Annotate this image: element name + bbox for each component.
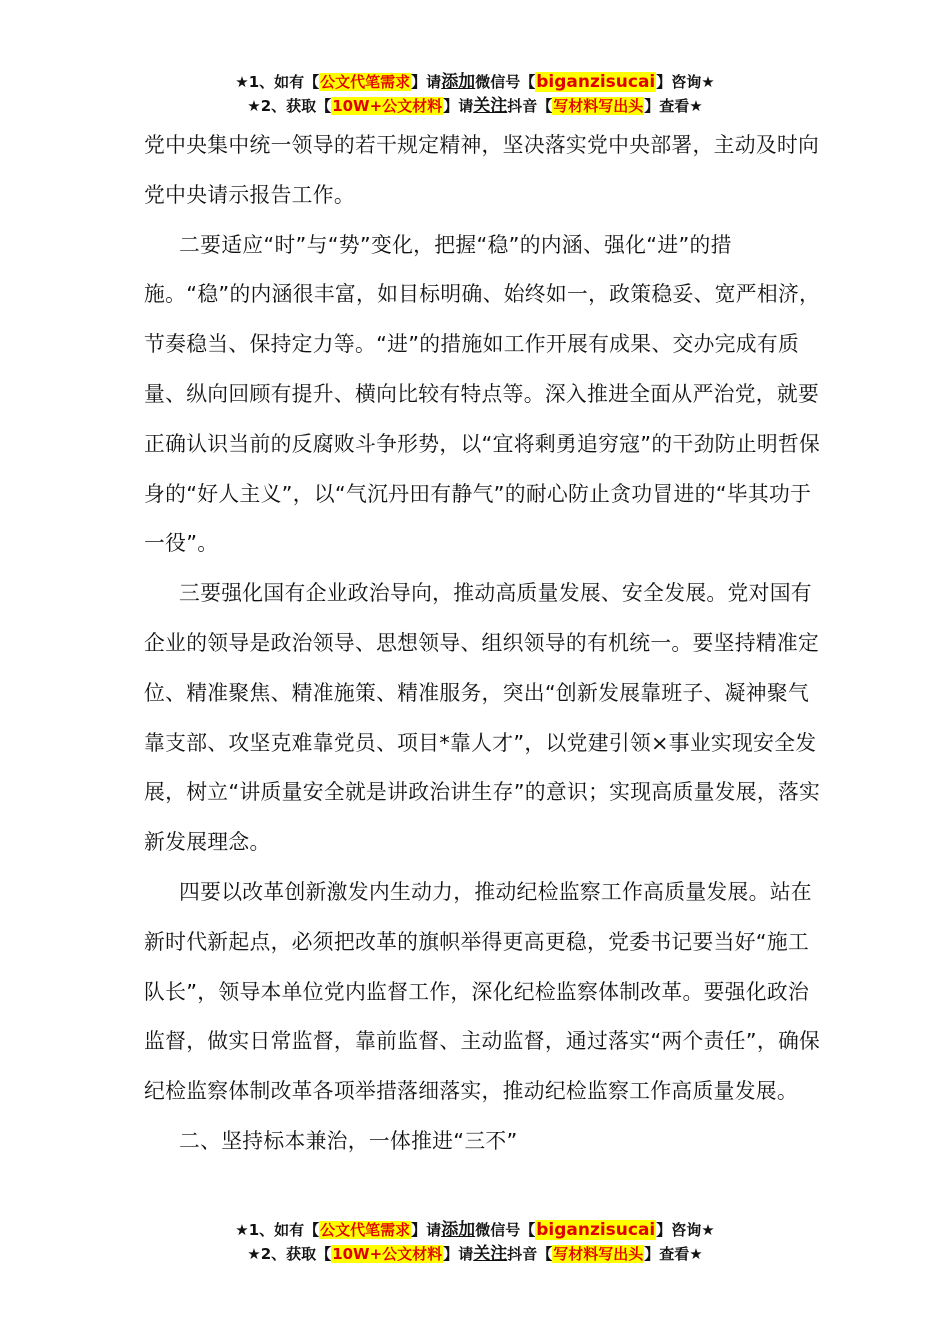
promo-text: ★2、获取【 bbox=[247, 97, 332, 115]
promo-footer bbox=[0, 1218, 950, 1266]
promo-text: 】查看★ bbox=[644, 1245, 703, 1263]
promo-underline-follow: 关注 bbox=[473, 1244, 508, 1264]
promo-highlight-douyin: 写材料写出头 bbox=[553, 1245, 644, 1263]
promo-underline-add: 添加 bbox=[441, 1220, 476, 1240]
promo-text: 】咨询★ bbox=[656, 1221, 715, 1239]
promo-highlight-douyin: 写材料写出头 bbox=[553, 97, 644, 115]
promo-highlight-wechat-id: biganzisucai bbox=[536, 1220, 656, 1240]
promo-text: ★1、如有【 bbox=[235, 73, 320, 91]
promo-text: 抖音【 bbox=[507, 97, 553, 115]
promo-text: 】请 bbox=[411, 1221, 442, 1239]
document-body bbox=[144, 121, 824, 1167]
promo-highlight-materials: 10W+公文材料 bbox=[332, 1245, 443, 1263]
promo-highlight-service: 公文代笔需求 bbox=[320, 73, 411, 91]
promo-highlight-materials: 10W+公文材料 bbox=[332, 97, 443, 115]
promo-text: 】请 bbox=[411, 73, 442, 91]
promo-text: 】请 bbox=[443, 1245, 474, 1263]
promo-line-1 bbox=[0, 70, 950, 94]
promo-header bbox=[0, 70, 950, 118]
promo-text: 微信号【 bbox=[475, 73, 536, 91]
promo-line-2 bbox=[0, 1242, 950, 1266]
promo-text: 】查看★ bbox=[644, 97, 703, 115]
promo-highlight-wechat-id: biganzisucai bbox=[536, 72, 656, 92]
section-heading: 二、坚持标本兼治，一体推进“三不” bbox=[179, 1128, 518, 1153]
promo-text: 】请 bbox=[443, 97, 474, 115]
promo-line-2 bbox=[0, 94, 950, 118]
promo-text: 微信号【 bbox=[475, 1221, 536, 1239]
promo-highlight-service: 公文代笔需求 bbox=[320, 1221, 411, 1239]
paragraph-point-two: 二要适应“时”与“势”变化，把握“稳”的内涵、强化“进”的措施。“稳”的内涵很丰富，如目标明确、始终如一，政策稳妥、宽严相济，节奏稳当、保持定力等。“进”的措施如工作开展有成果、交办完成有质量、纵向回顾有提升、横向比较有特点等。深入推进全面从严治党，就要正确认识当前的反腐败斗争形势，以“宜将剩勇追穷寇”的干劲防止明哲保身的“好人主义”，以“气沉丹田有静气”的耐心防止贪功冒进的“毕其功于一役”。 bbox=[144, 232, 821, 556]
promo-text: 抖音【 bbox=[507, 1245, 553, 1263]
promo-underline-add: 添加 bbox=[441, 72, 476, 92]
paragraph-point-four: 四要以改革创新激发内生动力，推动纪检监察工作高质量发展。站在新时代新起点，必须把改革的旗帜举得更高更稳，党委书记要当好“施工队长”，领导本单位党内监督工作，深化纪检监察体制改革。要强化政治监督，做实日常监督，靠前监督、主动监督，通过落实“两个责任”，确保纪检监察体制改革各项举措落细落实，推动纪检监察工作高质量发展。 bbox=[144, 879, 821, 1104]
promo-text: ★2、获取【 bbox=[247, 1245, 332, 1263]
paragraph-point-three: 三要强化国有企业政治导向，推动高质量发展、安全发展。党对国有企业的领导是政治领导、思想领导、组织领导的有机统一。要坚持精准定位、精准聚焦、精准施策、精准服务，突出“创新发展靠班子、凝神聚气靠支部、攻坚克难靠党员、项目*靠人才”，以党建引领×事业实现安全发展，树立“讲质量安全就是讲政治讲生存”的意识；实现高质量发展，落实新发展理念。 bbox=[144, 581, 821, 855]
promo-text: 】咨询★ bbox=[656, 73, 715, 91]
promo-underline-follow: 关注 bbox=[473, 96, 508, 116]
paragraph-continuation: 党中央集中统一领导的若干规定精神，坚决落实党中央部署，主动及时向党中央请示报告工作。 bbox=[144, 133, 820, 207]
promo-line-1 bbox=[0, 1218, 950, 1242]
promo-text: ★1、如有【 bbox=[235, 1221, 320, 1239]
